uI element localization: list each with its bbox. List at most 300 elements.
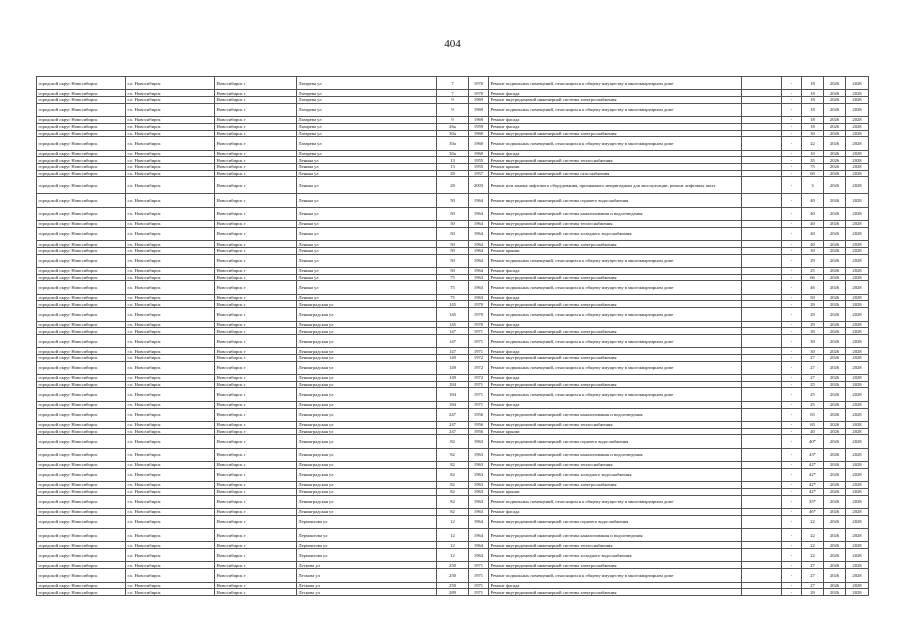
year-to-cell: 2028 <box>846 408 869 421</box>
area-cell: г.о. Новосибирск <box>126 254 215 267</box>
year-from-cell: 2026 <box>824 308 846 321</box>
number-cell: 30 <box>802 348 824 355</box>
number-cell: 40 <box>802 428 824 435</box>
number-cell: 22 <box>802 549 824 562</box>
work-cell: Ремонт внутридомовой инженерной системы теплоснабжения <box>489 462 742 469</box>
table-row <box>37 435 869 448</box>
spacer-cell <box>742 117 782 124</box>
dash-cell: - <box>782 157 802 164</box>
year-from-cell: 2026 <box>824 495 846 508</box>
dash-cell: - <box>782 150 802 157</box>
dash-cell: - <box>782 421 802 428</box>
dash-cell: - <box>782 589 802 596</box>
spacer-cell <box>742 549 782 562</box>
work-cell: Ремонт внутридомовой инженерной системы теплоснабжения <box>489 157 742 164</box>
street-cell: Ленинградская ул <box>297 334 437 347</box>
area-cell: г.о. Новосибирск <box>126 348 215 355</box>
work-cell: Ремонт внутридомовой инженерной системы электроснабжения <box>489 354 742 361</box>
house-cell: 50 <box>437 207 469 220</box>
year-cell: 1963 <box>469 448 489 461</box>
city-cell: Новосибирск г <box>215 194 297 207</box>
city-cell: Новосибирск г <box>215 247 297 254</box>
year-to-cell: 2028 <box>846 227 869 240</box>
dash-cell: - <box>782 267 802 274</box>
year-from-cell: 2026 <box>824 267 846 274</box>
work-cell: Ремонт фасада <box>489 401 742 408</box>
year-from-cell: 2026 <box>824 137 846 150</box>
dash-cell: - <box>782 435 802 448</box>
street-cell: Ленинградская ул <box>297 354 437 361</box>
dash-cell: - <box>782 207 802 220</box>
table-row <box>37 308 869 321</box>
number-cell: 22 <box>802 542 824 549</box>
district-cell: городской округ Новосибирск <box>37 328 126 335</box>
year-from-cell: 2026 <box>824 482 846 489</box>
street-cell: Ленинградская ул <box>297 482 437 489</box>
number-cell: 40 <box>802 207 824 220</box>
work-cell: Ремонт внутридомовой инженерной системы холодного водоснабжения <box>489 468 742 481</box>
district-cell: городской округ Новосибирск <box>37 468 126 481</box>
year-cell: 1963 <box>469 508 489 515</box>
district-cell: городской округ Новосибирск <box>37 388 126 401</box>
city-cell: Новосибирск г <box>215 448 297 461</box>
city-cell: Новосибирск г <box>215 123 297 130</box>
district-cell: городской округ Новосибирск <box>37 542 126 549</box>
house-cell: 145 <box>437 321 469 328</box>
year-to-cell: 2028 <box>846 90 869 97</box>
number-cell: 30 <box>802 328 824 335</box>
year-to-cell: 2028 <box>846 97 869 104</box>
house-cell: 184 <box>437 388 469 401</box>
city-cell: Новосибирск г <box>215 508 297 515</box>
house-cell: 250 <box>437 562 469 569</box>
year-cell: 1971 <box>469 388 489 401</box>
year-cell: 1969 <box>469 117 489 124</box>
year-cell: 1955 <box>469 157 489 164</box>
dash-cell: - <box>782 308 802 321</box>
city-cell: Новосибирск г <box>215 589 297 596</box>
area-cell: г.о. Новосибирск <box>126 103 215 116</box>
area-cell: г.о. Новосибирск <box>126 448 215 461</box>
spacer-cell <box>742 321 782 328</box>
dash-cell: - <box>782 488 802 495</box>
dash-cell: - <box>782 582 802 589</box>
house-cell: 75 <box>437 294 469 301</box>
year-cell: 1955 <box>469 163 489 170</box>
year-to-cell: 2028 <box>846 495 869 508</box>
year-cell: 1970 <box>469 321 489 328</box>
area-cell: г.о. Новосибирск <box>126 388 215 401</box>
work-cell: Ремонт крыши <box>489 488 742 495</box>
number-cell: 42* <box>802 462 824 469</box>
year-cell: 1963 <box>469 294 489 301</box>
year-to-cell: 2028 <box>846 137 869 150</box>
work-cell: Ремонт фасада <box>489 123 742 130</box>
table-row <box>37 408 869 421</box>
house-cell: 9 <box>437 97 469 104</box>
area-cell: г.о. Новосибирск <box>126 435 215 448</box>
area-cell: г.о. Новосибирск <box>126 562 215 569</box>
table-row <box>37 163 869 170</box>
table-row <box>37 361 869 374</box>
city-cell: Новосибирск г <box>215 150 297 157</box>
dash-cell: - <box>782 170 802 177</box>
street-cell: Ленина ул <box>297 194 437 207</box>
city-cell: Новосибирск г <box>215 221 297 228</box>
street-cell: Ленинградская ул <box>297 428 437 435</box>
table-row <box>37 241 869 248</box>
city-cell: Новосибирск г <box>215 468 297 481</box>
house-cell: 149 <box>437 354 469 361</box>
city-cell: Новосибирск г <box>215 381 297 388</box>
year-cell: 2003 <box>469 177 489 194</box>
year-cell: 1964 <box>469 549 489 562</box>
year-from-cell: 2026 <box>824 241 846 248</box>
dash-cell: - <box>782 221 802 228</box>
number-cell: 27 <box>802 582 824 589</box>
year-to-cell: 2028 <box>846 482 869 489</box>
area-cell: г.о. Новосибирск <box>126 375 215 382</box>
table-row <box>37 354 869 361</box>
dash-cell: - <box>782 294 802 301</box>
area-cell: г.о. Новосибирск <box>126 482 215 489</box>
table-row <box>37 137 869 150</box>
city-cell: Новосибирск г <box>215 294 297 301</box>
district-cell: городской округ Новосибирск <box>37 408 126 421</box>
year-to-cell: 2028 <box>846 401 869 408</box>
year-cell: 1956 <box>469 408 489 421</box>
capital-repair-table <box>36 76 869 596</box>
work-cell: Ремонт подвальных помещений, относящихся к общему имуществу в многоквартирном доме <box>489 103 742 116</box>
year-cell: 1963 <box>469 281 489 294</box>
work-cell: Ремонт фасада <box>489 90 742 97</box>
number-cell: 18 <box>802 77 824 90</box>
year-from-cell: 2026 <box>824 569 846 582</box>
work-cell: Ремонт фасада <box>489 321 742 328</box>
dash-cell: - <box>782 542 802 549</box>
street-cell: Лазарева ул <box>297 117 437 124</box>
year-to-cell: 2028 <box>846 221 869 228</box>
street-cell: Ленинградская ул <box>297 495 437 508</box>
district-cell: городской округ Новосибирск <box>37 103 126 116</box>
work-cell: Ремонт крыши <box>489 247 742 254</box>
number-cell: 22 <box>802 515 824 528</box>
number-cell: 30 <box>802 334 824 347</box>
street-cell: Лазарева ул <box>297 97 437 104</box>
year-cell: 1963 <box>469 482 489 489</box>
spacer-cell <box>742 170 782 177</box>
district-cell: городской округ Новосибирск <box>37 495 126 508</box>
year-from-cell: 2026 <box>824 488 846 495</box>
dash-cell: - <box>782 361 802 374</box>
year-to-cell: 2028 <box>846 328 869 335</box>
district-cell: городской округ Новосибирск <box>37 462 126 469</box>
dash-cell: - <box>782 247 802 254</box>
year-to-cell: 2028 <box>846 388 869 401</box>
year-cell: 1971 <box>469 582 489 589</box>
district-cell: городской округ Новосибирск <box>37 321 126 328</box>
city-cell: Новосибирск г <box>215 77 297 90</box>
table-row <box>37 562 869 569</box>
city-cell: Новосибирск г <box>215 274 297 281</box>
year-from-cell: 2026 <box>824 375 846 382</box>
spacer-cell <box>742 589 782 596</box>
number-cell: 29 <box>802 308 824 321</box>
spacer-cell <box>742 508 782 515</box>
spacer-cell <box>742 77 782 90</box>
street-cell: Ленинградская ул <box>297 388 437 401</box>
house-cell: 12 <box>437 528 469 541</box>
number-cell: 3 <box>802 177 824 194</box>
year-from-cell: 2026 <box>824 274 846 281</box>
year-to-cell: 2028 <box>846 207 869 220</box>
work-cell: Ремонт подвальных помещений, относящихся к общему имуществу в многоквартирном доме <box>489 334 742 347</box>
year-cell: 1971 <box>469 569 489 582</box>
area-cell: г.о. Новосибирск <box>126 528 215 541</box>
number-cell: 29 <box>802 589 824 596</box>
city-cell: Новосибирск г <box>215 421 297 428</box>
dash-cell: - <box>782 448 802 461</box>
year-to-cell: 2028 <box>846 77 869 90</box>
street-cell: Ленинградская ул <box>297 328 437 335</box>
district-cell: городской округ Новосибирск <box>37 589 126 596</box>
spacer-cell <box>742 528 782 541</box>
district-cell: городской округ Новосибирск <box>37 274 126 281</box>
year-from-cell: 2026 <box>824 348 846 355</box>
year-to-cell: 2028 <box>846 488 869 495</box>
year-from-cell: 2026 <box>824 401 846 408</box>
city-cell: Новосибирск г <box>215 542 297 549</box>
dash-cell: - <box>782 227 802 240</box>
house-cell: 184 <box>437 381 469 388</box>
year-to-cell: 2028 <box>846 103 869 116</box>
work-cell: Ремонт внутридомовой инженерной системы газоснабжения <box>489 170 742 177</box>
number-cell: 40* <box>802 435 824 448</box>
year-cell: 1963 <box>469 488 489 495</box>
work-cell: Ремонт или замена лифтового оборудования, признанного непригодным для эксплуатации, ремонт лифтовых шахт <box>489 177 742 194</box>
district-cell: городской округ Новосибирск <box>37 549 126 562</box>
work-cell: Ремонт фасада <box>489 267 742 274</box>
table-row <box>37 334 869 347</box>
work-cell: Ремонт внутридомовой инженерной системы электроснабжения <box>489 130 742 137</box>
table-row <box>37 542 869 549</box>
year-from-cell: 2026 <box>824 177 846 194</box>
table-row <box>37 468 869 481</box>
dash-cell: - <box>782 123 802 130</box>
number-cell: 18 <box>802 117 824 124</box>
year-from-cell: 2026 <box>824 90 846 97</box>
table-row <box>37 488 869 495</box>
spacer-cell <box>742 294 782 301</box>
year-from-cell: 2026 <box>824 381 846 388</box>
dash-cell: - <box>782 301 802 308</box>
table-row <box>37 103 869 116</box>
area-cell: г.о. Новосибирск <box>126 401 215 408</box>
spacer-cell <box>742 328 782 335</box>
house-cell: 250 <box>437 569 469 582</box>
work-cell: Ремонт подвальных помещений, относящихся к общему имуществу в многоквартирном доме <box>489 495 742 508</box>
spacer-cell <box>742 375 782 382</box>
area-cell: г.о. Новосибирск <box>126 488 215 495</box>
work-cell: Ремонт внутридомовой инженерной системы теплоснабжения <box>489 221 742 228</box>
table-row <box>37 294 869 301</box>
district-cell: городской округ Новосибирск <box>37 254 126 267</box>
district-cell: городской округ Новосибирск <box>37 227 126 240</box>
work-cell: Ремонт фасада <box>489 117 742 124</box>
year-to-cell: 2028 <box>846 428 869 435</box>
number-cell: 27 <box>802 569 824 582</box>
area-cell: г.о. Новосибирск <box>126 247 215 254</box>
number-cell: 40 <box>802 241 824 248</box>
area-cell: г.о. Новосибирск <box>126 194 215 207</box>
year-cell: 1964 <box>469 227 489 240</box>
city-cell: Новосибирск г <box>215 130 297 137</box>
house-cell: 9 <box>437 117 469 124</box>
spacer-cell <box>742 435 782 448</box>
table-row <box>37 117 869 124</box>
city-cell: Новосибирск г <box>215 254 297 267</box>
dash-cell: - <box>782 482 802 489</box>
year-to-cell: 2028 <box>846 130 869 137</box>
spacer-cell <box>742 281 782 294</box>
house-cell: 28 <box>437 170 469 177</box>
house-cell: 50 <box>437 254 469 267</box>
spacer-cell <box>742 227 782 240</box>
number-cell: 25 <box>802 401 824 408</box>
work-cell: Ремонт внутридомовой инженерной системы канализования и водоотведения <box>489 448 742 461</box>
year-to-cell: 2028 <box>846 569 869 582</box>
house-cell: 12 <box>437 549 469 562</box>
house-cell: 13 <box>437 163 469 170</box>
house-cell: 50 <box>437 241 469 248</box>
area-cell: г.о. Новосибирск <box>126 241 215 248</box>
street-cell: Ленина ул <box>297 227 437 240</box>
house-cell: 149 <box>437 361 469 374</box>
year-from-cell: 2026 <box>824 221 846 228</box>
street-cell: Ленинградская ул <box>297 408 437 421</box>
street-cell: Ленинградская ул <box>297 348 437 355</box>
year-from-cell: 2026 <box>824 542 846 549</box>
work-cell: Ремонт внутридомовой инженерной системы электроснабжения <box>489 328 742 335</box>
city-cell: Новосибирск г <box>215 163 297 170</box>
number-cell: 35 <box>802 157 824 164</box>
number-cell: 10 <box>802 150 824 157</box>
district-cell: городской округ Новосибирск <box>37 354 126 361</box>
year-to-cell: 2028 <box>846 241 869 248</box>
year-to-cell: 2028 <box>846 117 869 124</box>
house-cell: 147 <box>437 328 469 335</box>
year-from-cell: 2026 <box>824 435 846 448</box>
street-cell: Ленинградская ул <box>297 468 437 481</box>
year-cell: 1970 <box>469 90 489 97</box>
dash-cell: - <box>782 354 802 361</box>
work-cell: Ремонт подвальных помещений, относящихся к общему имуществу в многоквартирном доме <box>489 281 742 294</box>
table-row <box>37 254 869 267</box>
dash-cell: - <box>782 130 802 137</box>
work-cell: Ремонт подвальных помещений, относящихся к общему имуществу в многоквартирном доме <box>489 361 742 374</box>
street-cell: Лазарева ул <box>297 137 437 150</box>
work-cell: Ремонт внутридомовой инженерной системы электроснабжения <box>489 97 742 104</box>
dash-cell: - <box>782 334 802 347</box>
year-from-cell: 2026 <box>824 254 846 267</box>
year-from-cell: 2026 <box>824 515 846 528</box>
area-cell: г.о. Новосибирск <box>126 177 215 194</box>
work-cell: Ремонт внутридомовой инженерной системы канализования и водоотведения <box>489 408 742 421</box>
area-cell: г.о. Новосибирск <box>126 361 215 374</box>
street-cell: Ленинградская ул <box>297 308 437 321</box>
city-cell: Новосибирск г <box>215 582 297 589</box>
number-cell: 25 <box>802 381 824 388</box>
district-cell: городской округ Новосибирск <box>37 375 126 382</box>
spacer-cell <box>742 123 782 130</box>
number-cell: 25 <box>802 267 824 274</box>
area-cell: г.о. Новосибирск <box>126 589 215 596</box>
city-cell: Новосибирск г <box>215 90 297 97</box>
house-cell: 82 <box>437 482 469 489</box>
spacer-cell <box>742 515 782 528</box>
year-to-cell: 2028 <box>846 468 869 481</box>
street-cell: Лазарева ул <box>297 123 437 130</box>
number-cell: 40 <box>802 221 824 228</box>
year-cell: 1964 <box>469 247 489 254</box>
year-from-cell: 2026 <box>824 117 846 124</box>
city-cell: Новосибирск г <box>215 103 297 116</box>
district-cell: городской округ Новосибирск <box>37 348 126 355</box>
table-row <box>37 170 869 177</box>
number-cell: 25 <box>802 388 824 401</box>
year-from-cell: 2026 <box>824 428 846 435</box>
area-cell: г.о. Новосибирск <box>126 267 215 274</box>
spacer-cell <box>742 97 782 104</box>
year-from-cell: 2026 <box>824 354 846 361</box>
dash-cell: - <box>782 549 802 562</box>
street-cell: Ленина ул <box>297 267 437 274</box>
year-cell: 1963 <box>469 495 489 508</box>
city-cell: Новосибирск г <box>215 267 297 274</box>
area-cell: г.о. Новосибирск <box>126 549 215 562</box>
dash-cell: - <box>782 274 802 281</box>
spacer-cell <box>742 247 782 254</box>
house-cell: 12 <box>437 542 469 549</box>
district-cell: городской округ Новосибирск <box>37 90 126 97</box>
year-to-cell: 2028 <box>846 448 869 461</box>
house-cell: 82 <box>437 488 469 495</box>
spacer-cell <box>742 428 782 435</box>
year-from-cell: 2026 <box>824 321 846 328</box>
year-cell: 1960 <box>469 137 489 150</box>
year-to-cell: 2028 <box>846 381 869 388</box>
city-cell: Новосибирск г <box>215 207 297 220</box>
work-cell: Ремонт внутридомовой инженерной системы холодного водоснабжения <box>489 549 742 562</box>
number-cell: 22 <box>802 528 824 541</box>
area-cell: г.о. Новосибирск <box>126 281 215 294</box>
street-cell: Ленина ул <box>297 241 437 248</box>
area-cell: г.о. Новосибирск <box>126 130 215 137</box>
year-to-cell: 2028 <box>846 334 869 347</box>
area-cell: г.о. Новосибирск <box>126 354 215 361</box>
table-row <box>37 448 869 461</box>
spacer-cell <box>742 194 782 207</box>
year-from-cell: 2026 <box>824 157 846 164</box>
district-cell: городской округ Новосибирск <box>37 515 126 528</box>
district-cell: городской округ Новосибирск <box>37 117 126 124</box>
year-cell: 1964 <box>469 528 489 541</box>
city-cell: Новосибирск г <box>215 462 297 469</box>
house-cell: 7 <box>437 90 469 97</box>
table-row <box>37 482 869 489</box>
house-cell: 247 <box>437 428 469 435</box>
city-cell: Новосибирск г <box>215 348 297 355</box>
